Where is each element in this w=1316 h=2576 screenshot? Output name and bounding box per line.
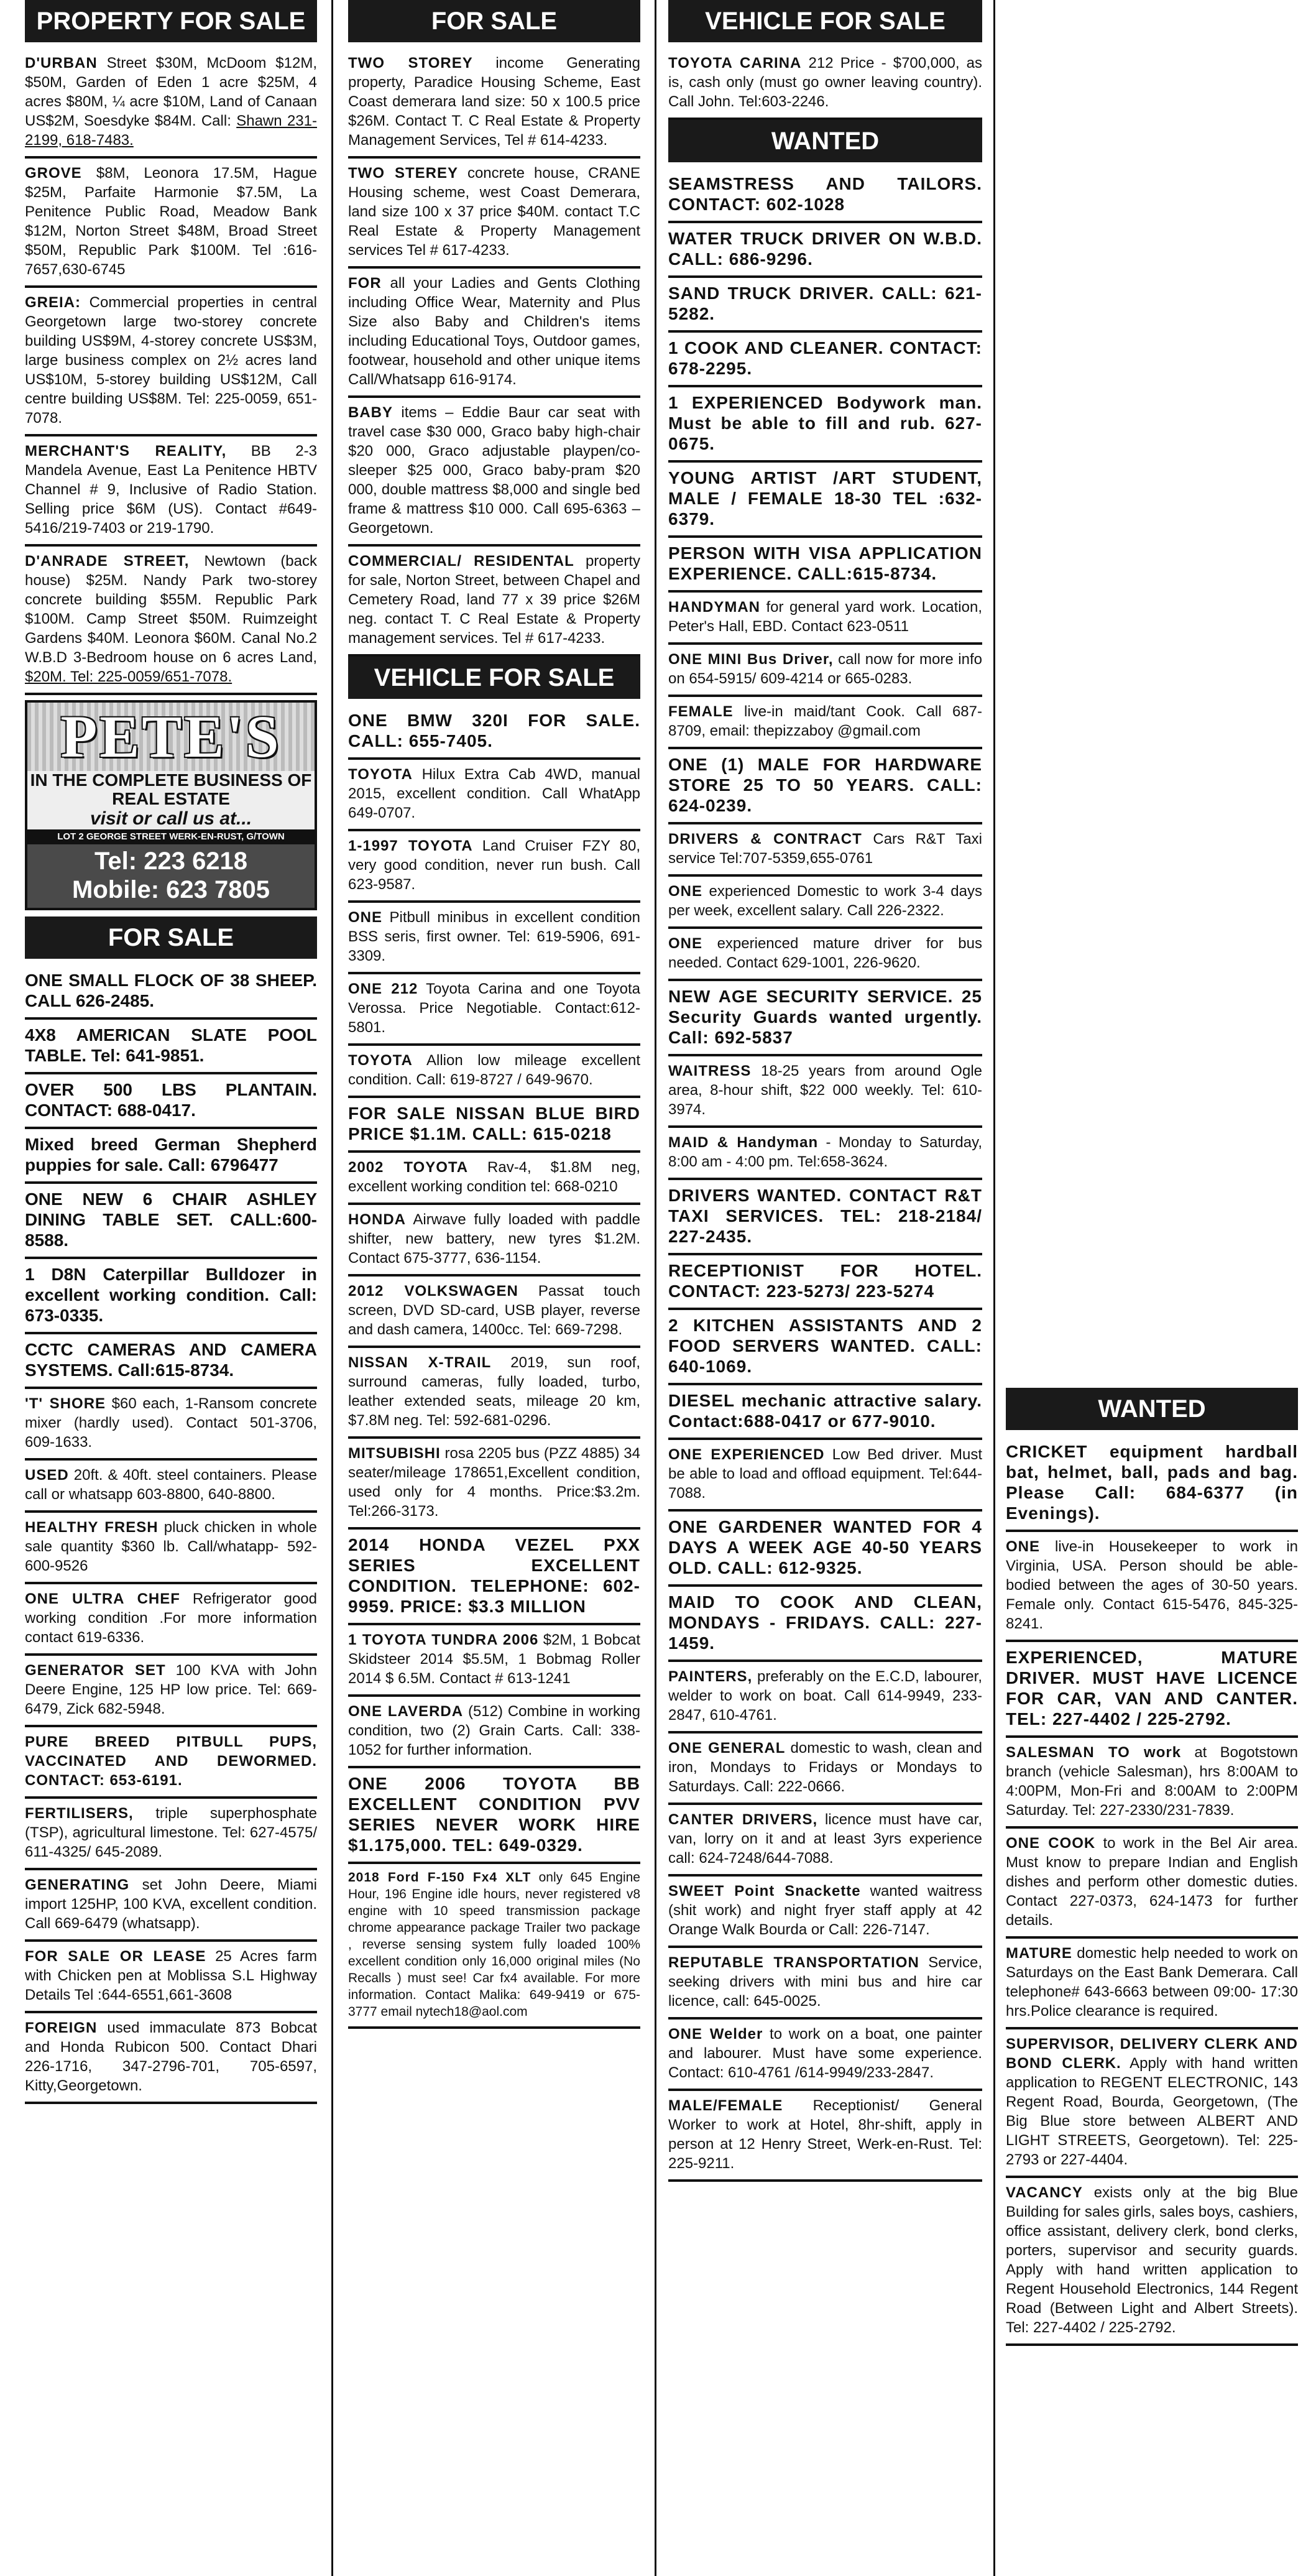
ad-text: 212 Price - $700,000, as is, cash only (must go owner leaving country). Call John. Tel:603-2246. <box>668 55 983 110</box>
classified-ad <box>25 1584 317 1656</box>
ad-lead: HANDYMAN <box>668 599 760 616</box>
ad-lead: FERTILISERS, <box>25 1805 134 1822</box>
classified-ad: Mixed breed German Shepherd puppies for sale. Call: 6796477 <box>25 1129 317 1184</box>
ad-lead: FOR SALE NISSAN BLUE BIRD PRICE $1.1M. CALL: 615-0218 <box>348 1104 640 1143</box>
ad-text: 2019, sun roof, surround cameras, fully loaded, turbo, leather extended seats, mileage 20 km, $7.8M neg. Tel: 592-681-0296. <box>348 1354 641 1429</box>
ad-lead: REPUTABLE TRANSPORTATION <box>668 1954 919 1971</box>
classified-ad <box>25 547 317 695</box>
ad-lead: USED <box>25 1467 69 1484</box>
ad-lead: TOYOTA CARINA <box>668 55 802 72</box>
ad-lead: WATER TRUCK DRIVER ON W.B.D. CALL: 686-9296. <box>668 229 982 269</box>
section-header-vehicle-for-sale: VEHICLE FOR SALE <box>348 657 640 699</box>
ad-lead: SUPERVISOR, DELIVERY CLERK AND BOND CLERK. <box>1006 2036 1298 2072</box>
ad-text: at Bogotstown branch (vehicle Salesman), hrs 8:00AM to 4:00PM, Mon-Fri and 8:00AM to 2:00PM Saturday. Tel: 227-2330/231-7839. <box>1006 1744 1298 1819</box>
ad-lead: 2002 TOYOTA <box>348 1159 469 1176</box>
column-3 <box>668 0 982 2576</box>
logo-wordmark: PETE'S <box>27 703 315 771</box>
ad-text: licence must have car, van, lorry on it and at least 3yrs experience call: 624-7248/644-7088. <box>668 1811 982 1867</box>
ad-lead: SWEET Point Snackette <box>668 1883 861 1900</box>
ad-text: to work on a boat, one painter and labourer. Must have some experience. Contact: 610-4761 /614-9949/233-2847. <box>668 2026 982 2081</box>
ad-lead: TWO STEREY <box>348 165 458 182</box>
classified-ad <box>1006 1939 1298 2029</box>
classified-ad <box>348 974 640 1046</box>
classified-ad: CCTC CAMERAS AND CAMERA SYSTEMS. Call:615-8734. <box>25 1334 317 1389</box>
ad-lead: 1 COOK AND CLEANER. CONTACT: 678-2295. <box>668 338 982 378</box>
ad-lead: TOYOTA <box>348 766 413 783</box>
ad-lead: ONE <box>668 935 703 952</box>
classified-ad: 4X8 AMERICAN SLATE POOL TABLE. Tel: 641-9851. <box>25 1020 317 1074</box>
ad-lead: CANTER DRIVERS, <box>668 1811 818 1828</box>
classified-ad <box>668 538 982 593</box>
ad-lead: PAINTERS, <box>668 1668 753 1685</box>
ad-text: call now for more info on 654-5915/ 609-4214 or 665-0283. <box>668 651 982 687</box>
classified-ad <box>348 398 640 547</box>
column-4 <box>1006 0 1298 2576</box>
ad-lead: BABY <box>348 404 393 421</box>
classified-ad <box>348 1348 640 1439</box>
column-divider <box>331 0 333 2576</box>
logo-phones <box>27 844 315 908</box>
section-header-wanted: WANTED <box>668 120 982 162</box>
ad-lead: D'ANRADE STREET, <box>25 553 190 570</box>
ad-lead: DRIVERS & CONTRACT <box>668 831 862 847</box>
ad-text: set John Deere, Miami import 125HP, 100 KVA, excellent condition. Call 669-6479 (whatsapp). <box>25 1877 317 1932</box>
ad-text: concrete house, CRANE Housing scheme, west Coast Demerara, land size 100 x 37 price $40M. contact T.C Real Estate & Property Management services Tel # 617-4233. <box>348 165 641 259</box>
classified-ad <box>25 1461 317 1513</box>
classified-ad <box>668 2020 982 2091</box>
ad-lead: 2018 Ford F-150 Fx4 XLT <box>348 1870 531 1885</box>
classified-ad <box>348 1768 640 1864</box>
ad-text: Refrigerator good working condition .For more information contact 619-6336. <box>25 1590 317 1646</box>
classified-ad <box>668 1440 982 1512</box>
classified-ad <box>668 697 982 749</box>
ad-lead: NEW AGE SECURITY SERVICE. 25 Security Guards wanted urgently. Call: 692-5837 <box>668 987 982 1047</box>
ad-text: 20ft. & 40ft. steel containers. Please call or whatsapp 603-8800, 640-8800. <box>25 1467 317 1503</box>
ad-lead: ONE EXPERIENCED <box>668 1446 825 1463</box>
ad-text: live-in maid/tant Cook. Call 687-8709, email: thepizzaboy @gmail.com <box>668 703 982 739</box>
ad-text: used immaculate 873 Bobcat and Honda Rubicon 500. Contact Dhari 226-1716, 347-2796-701, 705-6597, Kitty,Georgetown. <box>25 2020 317 2094</box>
classified-ad <box>668 1948 982 2020</box>
ad-lead: 2014 HONDA VEZEL PXX SERIES EXCELLENT CONDITION. TELEPHONE: 602-9959. PRICE: $3.3 MILLION <box>348 1535 640 1616</box>
classified-ad <box>668 1805 982 1877</box>
classified-ad <box>348 1046 640 1098</box>
ad-lead: 1-1997 TOYOTA <box>348 838 473 854</box>
classified-ad <box>25 1389 317 1461</box>
classified-ad <box>25 436 317 547</box>
classified-ad <box>25 1870 317 1942</box>
ad-text: domestic help needed to work on Saturdays on the East Bank Demerara. Call telephone# 643-6663 between 09:00- 17:30 hrs.Police clearance is required. <box>1006 1945 1298 2020</box>
classified-ad <box>668 1662 982 1733</box>
classified-ad: 1 D8N Caterpillar Bulldozer in excellent working condition. Call: 673-0335. <box>25 1259 317 1334</box>
classified-ad <box>348 760 640 831</box>
ad-lead: FOREIGN <box>25 2020 98 2036</box>
ad-text: Airwave fully loaded with paddle shifter, new battery, new tyres $1.2M. Contact 675-3777, 636-1154. <box>348 1211 640 1267</box>
ad-text: pluck chicken in whole sale quantity $360 lb. Call/whatapp- 592-600-9526 <box>25 1519 317 1574</box>
classified-ad <box>1006 1436 1298 1532</box>
classified-ad <box>25 159 317 288</box>
ad-text: Commercial properties in central Georgetown large two-storey concrete building US$9M, 4-storey concrete US$3M, large business complex on 2½ acres land US$10M, 5-storey building US$12M, Call centre building US$8M. Tel: 225-0059, 651-7078. <box>25 294 317 427</box>
classified-ad <box>668 981 982 1056</box>
classified-ad <box>668 1128 982 1180</box>
ad-lead: ONE GENERAL <box>668 1740 786 1757</box>
classified-ad <box>25 1513 317 1584</box>
classified-ad <box>1006 1829 1298 1939</box>
ad-lead: ONE <box>1006 1538 1041 1555</box>
section-header-for-sale: FOR SALE <box>348 0 640 42</box>
ad-lead: ONE LAVERDA <box>348 1703 464 1720</box>
classified-ad <box>1006 2178 1298 2346</box>
ad-contact: $20M. Tel: 225-0059/651-7078. <box>25 668 232 685</box>
ad-lead: 'T' SHORE <box>25 1395 106 1412</box>
ad-lead: FEMALE <box>668 703 734 720</box>
ad-lead: GREIA: <box>25 294 81 311</box>
ad-lead: PURE BREED PITBULL PUPS, VACCINATED AND DEWORMED. CONTACT: 653-6191. <box>25 1733 317 1789</box>
ad-lead: ONE BMW 320I FOR SALE. CALL: 655-7405. <box>348 711 640 750</box>
ad-lead: ONE Welder <box>668 2026 763 2043</box>
ad-lead: ONE 2006 TOYOTA BB EXCELLENT CONDITION PVV SERIES NEVER WORK HIRE $1.175,000. TEL: 649-0329. <box>348 1774 640 1855</box>
ad-lead: MALE/FEMALE <box>668 2097 783 2114</box>
logo-visit-text: visit or call us at... <box>90 808 252 829</box>
ad-lead: SALESMAN TO work <box>1006 1744 1182 1761</box>
classified-ad <box>668 48 982 120</box>
ad-lead: MAID & Handyman <box>668 1134 819 1151</box>
ad-lead: 1 TOYOTA TUNDRA 2006 <box>348 1632 539 1648</box>
classified-ad <box>348 831 640 903</box>
ad-lead: MATURE <box>1006 1945 1072 1962</box>
ad-lead: SAND TRUCK DRIVER. CALL: 621-5282. <box>668 284 982 323</box>
classified-ad <box>25 2013 317 2104</box>
classified-ad <box>348 903 640 974</box>
classified-ad <box>668 1180 982 1255</box>
classified-ad <box>25 48 317 159</box>
ad-text: domestic to wash, clean and iron, Mondays to Fridays or Mondays to Saturdays. Call: 222-0666. <box>668 1740 982 1795</box>
classified-ad <box>1006 2029 1298 2178</box>
ad-text: items – Eddie Baur car seat with travel case $30 000, Graco baby high-chair $20 000, Graco adjustable playpen/co-sleeper $25 000, Graco baby-pram $20 000, double mattress $8,000 and single bed frame & mattress $10 000. Call 695-6363 – Georgetown. <box>348 404 640 537</box>
ad-text: only 645 Engine Hour, 196 Engine idle hours, never registered v8 engine with 10 speed transmission package chrome appearance package Trailer two package , reverse sensing system fully loaded 100% excellent condition only 16,000 original miles (No Recalls ) must see! Car fx4 available. For more information. Contact Malika: 649-9419 or 675-3777 email nytech18@aol.com <box>348 1870 640 2019</box>
ad-lead: WAITRESS <box>668 1063 752 1079</box>
ad-text: Hilux Extra Cab 4WD, manual 2015, excellent condition. Call WhatApp 649-0707. <box>348 766 640 821</box>
classified-ad <box>1006 1532 1298 1642</box>
ad-text: 100 KVA with John Deere Engine, 125 HP low price. Tel: 669-6479, Zick 682-5948. <box>25 1662 317 1717</box>
ad-lead: FOR SALE OR LEASE <box>25 1948 206 1965</box>
ad-text: experienced mature driver for bus needed. Contact 629-1001, 226-9620. <box>668 935 982 971</box>
ad-text: Passat touch screen, DVD SD-card, USB player, reverse and dash camera, 1400cc. Tel: 669-7298. <box>348 1283 640 1338</box>
ad-text: - Monday to Saturday, 8:00 am - 4:00 pm. Tel:658-3624. <box>668 1134 982 1170</box>
ad-lead: ONE ULTRA CHEF <box>25 1590 180 1607</box>
ad-lead: ONE 212 <box>348 981 418 997</box>
classified-ad <box>348 1530 640 1625</box>
ad-text: $8M, Leonora 17.5M, Hague $25M, Parfaite Harmonie $7.5M, La Penitence Public Road, Meadow Bank $12M, Norton Street $48M, Broad Street $50M, Republic Park $100M. Tel :616-7657,630-6745 <box>25 165 317 278</box>
ad-text: (512) Combine in working condition, two (2) Grain Carts. Call: 338-1052 for further information. <box>348 1703 640 1758</box>
ad-text: Allion low mileage excellent condition. Call: 619-8727 / 649-9670. <box>348 1052 640 1088</box>
classified-ad <box>348 1864 640 2029</box>
petes-real-estate-logo <box>25 700 317 910</box>
classified-ad <box>1006 1642 1298 1738</box>
section-header-wanted: WANTED <box>1006 1388 1298 1430</box>
classified-ad <box>348 1153 640 1205</box>
section-header-for-sale: FOR SALE <box>25 916 317 959</box>
classified-ad <box>668 387 982 463</box>
classified-ad: ONE NEW 6 CHAIR ASHLEY DINING TABLE SET. CALL:600-8588. <box>25 1184 317 1259</box>
ad-lead: 2012 VOLKSWAGEN <box>348 1283 518 1300</box>
column-divider <box>993 0 995 2576</box>
ad-lead: 1 EXPERIENCED Bodywork man. Must be able to fill and rub. 627-0675. <box>668 393 982 453</box>
ad-lead: PERSON WITH VISA APPLICATION EXPERIENCE. CALL:615-8734. <box>668 543 982 583</box>
ad-lead: TOYOTA <box>348 1052 413 1069</box>
ad-text: to work in the Bel Air area. Must know to prepare Indian and English dishes and perform other domestic duties. Contact 227-0373, 624-1473 for further details. <box>1006 1835 1298 1929</box>
classified-ad <box>668 1512 982 1587</box>
ad-text: $2M, 1 Bobcat Skidsteer 2014 $5.5M, 1 Bobmag Roller 2014 $ 6.5M. Contact # 613-1241 <box>348 1632 640 1687</box>
ad-lead: ONE <box>668 883 703 900</box>
logo-address: LOT 2 GEORGE STREET WERK-EN-RUST, G/TOWN <box>27 829 315 844</box>
ad-text: Receptionist/ General Worker to work at Hotel, 8hr-shift, apply in person at 12 Henry Street, Werk-en-Rust. Tel: 225-9211. <box>668 2097 982 2172</box>
logo-mobile: Mobile: 623 7805 <box>72 876 270 903</box>
classified-ad <box>668 463 982 538</box>
ad-lead: GENERATING <box>25 1877 130 1893</box>
classified-ad <box>668 1056 982 1128</box>
classified-ad: ONE SMALL FLOCK OF 38 SHEEP. CALL 626-2485. <box>25 965 317 1020</box>
ad-text: for general yard work. Location, Peter's Hall, EBD. Contact 623-0511 <box>668 599 982 635</box>
classified-ad <box>348 269 640 398</box>
ad-lead: MERCHANT'S REALITY, <box>25 443 227 459</box>
column-1 <box>25 0 317 2576</box>
ad-lead: HONDA <box>348 1211 406 1228</box>
classified-ad <box>668 1255 982 1310</box>
classified-ad <box>668 1587 982 1662</box>
classified-ad <box>25 1799 317 1870</box>
ad-lead: VACANCY <box>1006 2184 1083 2201</box>
ad-text: income Generating property, Paradice Housing Scheme, East Coast demerara land size: 50 x 100.5 price $26M. Contact T. C Real Estate & Property Management Services, Tel # 614-4233. <box>348 55 640 149</box>
ad-lead: RECEPTIONIST FOR HOTEL. CONTACT: 223-5273/ 223-5274 <box>668 1261 982 1301</box>
ad-text: Low Bed driver. Must be able to load and offload equipment. Tel:644-7088. <box>668 1446 982 1502</box>
ad-text: Street $30M, McDoom $12M, $50M, Garden of Eden 1 acre $25M, 4 acres $80M, ¼ acre $10M, Land of Canaan US$2M, Soesdyke $84M. Call: <box>25 55 317 129</box>
classified-ad <box>668 645 982 697</box>
classified-ad <box>348 1205 640 1276</box>
ad-text: BB 2-3 Mandela Avenue, East La Penitence HBTV Channel # 9, Inclusive of Radio Station. Selling price $6M (US). Contact #649-5416/219-7403 or 219-1790. <box>25 443 317 537</box>
ad-text: live-in Housekeeper to work in Virginia, USA. Person should be able-bodied between the ages of 30-50 years. Female only. Contact 615-5476, 845-325-8241. <box>1006 1538 1298 1632</box>
classified-ad <box>348 547 640 657</box>
classified-ad <box>668 929 982 981</box>
ad-lead: ONE (1) MALE FOR HARDWARE STORE 25 TO 50 YEARS. CALL: 624-0239. <box>668 755 982 815</box>
ad-lead: GENERATOR SET <box>25 1662 166 1679</box>
column-2 <box>348 0 640 2576</box>
ad-text: Land Cruiser FZY 80, very good condition, never run bush. Call 623-9587. <box>348 838 640 893</box>
ad-text: Toyota Carina and one Toyota Verossa. Price Negotiable. Contact:612-5801. <box>348 981 641 1036</box>
classified-ad <box>668 2091 982 2182</box>
ad-lead: DIESEL mechanic attractive salary. Contact:688-0417 or 677-9010. <box>668 1391 982 1431</box>
classified-ad <box>1006 1738 1298 1829</box>
classified-ad <box>668 824 982 877</box>
classified-ad <box>25 1942 317 2013</box>
classified-ad <box>668 1310 982 1385</box>
ad-text: exists only at the big Blue Building for sales girls, sales boys, cashiers, office assistant, delivery clerk, bond clerks, porters, supervisor and security guards. Apply with hand written application to Regent Household Electronics, 144 Regent Road (Between Light and Albert Streets). Tel: 227-4402 / 225-2792. <box>1006 2184 1298 2336</box>
classified-ad <box>348 1439 640 1530</box>
ad-lead: COMMERCIAL/ RESIDENTAL <box>348 553 574 570</box>
ad-lead: EXPERIENCED, MATURE DRIVER. MUST HAVE LICENCE FOR CAR, VAN AND CANTER. TEL: 227-4402 / 225-2792. <box>1006 1648 1298 1729</box>
classified-ad <box>668 223 982 278</box>
ad-text: Rav-4, $1.8M neg, excellent working condition tel: 668-0210 <box>348 1159 640 1195</box>
ad-text: all your Ladies and Gents Clothing including Office Wear, Maternity and Plus Size also Baby and Children's items including Educational Toys, Outdoor games, footwear, household and other unique items Call/Whatsapp 616-9174. <box>348 275 640 388</box>
ad-lead: D'URBAN <box>25 55 98 72</box>
ad-text: preferably on the E.C.D, labourer, welder to work on boat. Call 614-9949, 233-2847, 610-4761. <box>668 1668 982 1724</box>
classified-ad <box>348 48 640 159</box>
ad-lead: MITSUBISHI <box>348 1445 441 1462</box>
ad-lead: CRICKET equipment hardball bat, helmet, ball, pads and bag. Please Call: 684-6377 (in Evenings). <box>1006 1442 1298 1523</box>
classified-ad <box>25 1656 317 1727</box>
classified-ad <box>348 159 640 269</box>
ad-text: rosa 2205 bus (PZZ 4885) 34 seater/mileage 178651,Excellent condition, used only for 4 months. Price:$3.2m. Tel:266-3173. <box>348 1445 640 1520</box>
classified-ad <box>668 593 982 645</box>
ad-text: Pitbull minibus in excellent condition BSS seris, first owner. Tel: 619-5906, 691-3309. <box>348 909 640 964</box>
ad-lead: GROVE <box>25 165 82 182</box>
ad-lead: MAID TO COOK AND CLEAN, MONDAYS - FRIDAYS. CALL: 227-1459. <box>668 1592 982 1653</box>
classified-ad <box>668 1385 982 1440</box>
ad-text: Newtown (back house) $25M. Nandy Park two-storey concrete building $55M. Republic Park $100M. Camp Street $50M. Ruimzeight Gardens $40M. Leonora $60M. Canal No.2 W.B.D 3-Bedroom house on 6 acres Land, <box>25 553 318 666</box>
ad-lead: TWO STOREY <box>348 55 473 72</box>
classified-ad <box>668 333 982 387</box>
classified-ad <box>348 1625 640 1697</box>
ad-lead: FOR <box>348 275 382 292</box>
logo-tagline: IN THE COMPLETE BUSINESS OF REAL ESTATE <box>30 770 312 808</box>
classified-ad <box>348 1276 640 1348</box>
ad-text: 18-25 years from around Ogle area, 8-hour shift, $22 000 weekly. Tel: 610-3974. <box>668 1063 982 1118</box>
classified-ad <box>348 705 640 760</box>
ad-text: property for sale, Norton Street, between Chapel and Cemetery Road, land 77 x 39 price $26M neg. contact T. C Real Estate & Property management services. Tel # 617-4233. <box>348 553 640 647</box>
ad-text: wanted waitress (shit work) and night fryer staff apply at 42 Orange Walk Bourda or Call: 226-7147. <box>668 1883 982 1938</box>
ad-text: Cars R&T Taxi service Tel:707-5359,655-0761 <box>668 831 982 867</box>
classified-ad <box>348 1697 640 1768</box>
ad-text: triple superphosphate (TSP), agricultural limestone. Tel: 627-4575/ 611-4325/ 645-2089. <box>25 1805 317 1860</box>
classified-ad <box>668 169 982 223</box>
ad-lead: ONE GARDENER WANTED FOR 4 DAYS A WEEK AGE 40-50 YEARS OLD. CALL: 612-9325. <box>668 1517 982 1577</box>
ad-contact: Shawn 231-2199, 618-7483. <box>25 113 317 149</box>
ad-lead: 2 KITCHEN ASSISTANTS AND 2 FOOD SERVERS WANTED. CALL: 640-1069. <box>668 1316 982 1376</box>
ad-text: $60 each, 1-Ransom concrete mixer (hardly used). Contact 501-3706, 609-1633. <box>25 1395 318 1451</box>
classified-ad <box>668 278 982 333</box>
ad-text: Service, seeking drivers with mini bus and hire car licence, call: 645-0025. <box>668 1954 982 2010</box>
ad-lead: YOUNG ARTIST /ART STUDENT, MALE / FEMALE 18-30 TEL :632-6379. <box>668 468 982 529</box>
ad-lead: ONE MINI Bus Driver, <box>668 651 834 668</box>
classified-ad <box>668 1877 982 1948</box>
ad-lead: ONE <box>348 909 383 926</box>
ad-lead: NISSAN X-TRAIL <box>348 1354 492 1371</box>
classified-ad <box>348 1098 640 1153</box>
classified-ad <box>25 1727 317 1799</box>
classified-ad: OVER 500 LBS PLANTAIN. CONTACT: 688-0417. <box>25 1074 317 1129</box>
ad-lead: ONE COOK <box>1006 1835 1096 1852</box>
ad-text: 25 Acres farm with Chicken pen at Moblissa S.L Highway Details Tel :644-6551,661-3608 <box>25 1948 317 2003</box>
logo-tel: Tel: 223 6218 <box>94 847 248 875</box>
section-header-vehicle-for-sale: VEHICLE FOR SALE <box>668 0 982 42</box>
ad-text: experienced Domestic to work 3-4 days per week, excellent salary. Call 226-2322. <box>668 883 982 919</box>
ad-lead: HEALTHY FRESH <box>25 1519 159 1536</box>
ad-text: Apply with hand written application to REGENT ELECTRONIC, 143 Regent Road, Bourda, Georgetown, (The Big Blue store between ALBERT AND LIGHT STREETS, Georgetown). Tel: 225-2793 or 227-4404. <box>1006 2055 1298 2168</box>
classified-ad <box>668 877 982 929</box>
ad-lead: SEAMSTRESS AND TAILORS. CONTACT: 602-1028 <box>668 174 982 214</box>
column-divider <box>655 0 656 2576</box>
classified-ad <box>25 288 317 436</box>
ad-lead: DRIVERS WANTED. CONTACT R&T TAXI SERVICES. TEL: 218-2184/ 227-2435. <box>668 1186 982 1246</box>
classified-ad <box>668 1733 982 1805</box>
classified-ad <box>668 749 982 824</box>
section-header-property-for-sale: PROPERTY FOR SALE <box>25 0 317 42</box>
